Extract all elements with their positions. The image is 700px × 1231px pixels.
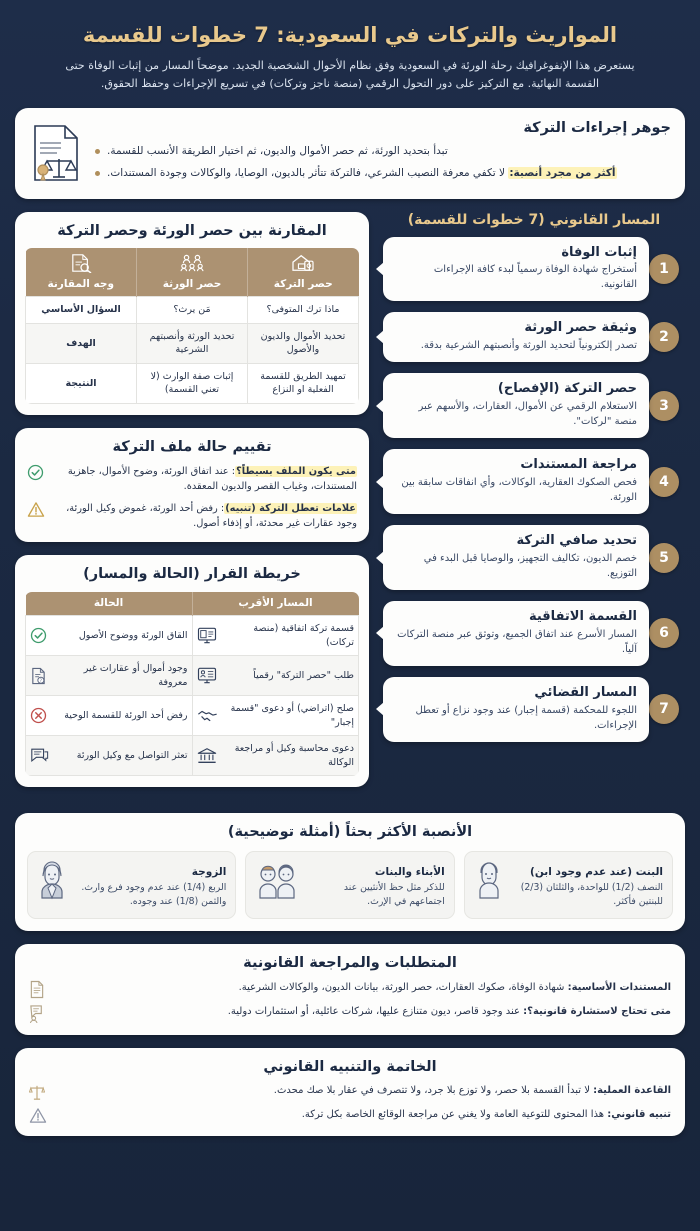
share-description: النصف (1/2) للواحدة، والثلثان (2/3) للبنتين فأكثر. [520, 881, 663, 907]
decision-cell-state [26, 656, 193, 696]
decision-state-text: رفض أحد الورئة للقسمة الوحية [64, 709, 188, 721]
decision-state-text: القاق الورئة ووضوح الأصول [78, 629, 188, 641]
step-item[interactable] [383, 237, 685, 302]
table-row [26, 736, 359, 776]
step-description: فحص الصكوك العقارية، الوكالات، وأي انفاقات سابقة بين الورئة. [401, 477, 637, 504]
tables-column [15, 212, 369, 801]
people-group-icon [140, 253, 244, 276]
comparison-table [25, 248, 359, 403]
conclusion-text [55, 1107, 671, 1123]
decision-cell-state [26, 736, 193, 776]
step-item[interactable] [383, 449, 685, 514]
decision-cell-state [26, 616, 193, 656]
comparison-cell-estate: ماذا ترك المتوفى؟ [248, 297, 359, 323]
step-title: حصر التركة (الإفصاح) [497, 381, 637, 397]
step-title: القسمة الاتفاقية [528, 608, 637, 624]
decision-state-text: تعثر التواصل مع وكيل الورئة [76, 749, 188, 761]
monitor-list-icon [197, 667, 217, 684]
assessment-body: : عند اتفاق الورئة، وضوح الأموال، جاهزية المستندات، وغياب القصر والديون المعقدة. [67, 465, 357, 492]
comparison-col-aspect [26, 248, 137, 297]
comparison-cell-label: الهدف [26, 323, 137, 363]
house-money-icon [251, 253, 356, 276]
decision-map-title: خريطة القرار (الحالة والمسار) [83, 566, 301, 583]
table-header-row [26, 592, 359, 616]
decision-path-text: طلب "حصر التركة" رقمياً [253, 669, 354, 681]
bullet-dot-icon [95, 149, 100, 154]
step-number-badge: 4 [649, 467, 679, 497]
decision-col-path: المسار الأقرب [192, 592, 359, 616]
step-item[interactable] [383, 373, 685, 438]
chat-doc-icon [30, 747, 49, 764]
step-card [383, 601, 649, 666]
woman-icon [37, 860, 67, 900]
assessment-lead: متى يكون الملف بسيطاً؟ [236, 465, 356, 477]
comparison-col-heirs [137, 248, 248, 297]
step-item[interactable] [383, 312, 685, 362]
table-row [26, 323, 359, 363]
children-icon [255, 860, 299, 900]
step-number-badge: 5 [649, 543, 679, 573]
comparison-card [15, 212, 369, 415]
requirements-row [29, 980, 671, 999]
document-search-icon [29, 253, 134, 276]
assessment-row [27, 501, 357, 531]
decision-cell-path [192, 656, 359, 696]
table-row [26, 696, 359, 736]
requirements-body: عند وجود قاصر، ديون متنازع عليها، شركات عائلية، أو استثمارات دولية. [227, 1005, 524, 1017]
table-header-row [26, 248, 359, 297]
requirements-text [54, 1004, 671, 1020]
handshake-icon [197, 708, 218, 724]
share-item-children [245, 851, 454, 919]
comparison-col-estate [248, 248, 359, 297]
step-card [383, 312, 649, 362]
comparison-cell-heirs: تحديد الورثة وأنصبتهم الشرعية [137, 323, 248, 363]
decision-cell-path [192, 616, 359, 656]
shares-card [15, 813, 685, 931]
document-lines-icon [29, 980, 45, 999]
step-title: تحديد صافي التركة [516, 533, 637, 549]
requirements-row [29, 1004, 671, 1023]
step-card [383, 373, 649, 438]
step-description: اللجوء للمحكمة (قسمة إجبار) عند وجود نزاع أو تعطل الإجراءات. [415, 704, 637, 731]
step-title: مراجعة المستندات [520, 457, 637, 473]
comparison-cell-estate: تحديد الأموال والديون والأصول [248, 323, 359, 363]
conclusion-card [15, 1048, 685, 1137]
step-item[interactable] [383, 677, 685, 742]
table-row [26, 363, 359, 403]
check-circle-icon [27, 464, 44, 481]
requirements-body: شهادة الوفاة، صكوك العقارات، حصر الورثة، بيانات الديون، والوكالات الشرعية. [238, 981, 568, 993]
share-title: الأبناء والبنات [374, 865, 445, 878]
step-card [383, 525, 649, 590]
step-description: تصدر إلكترونياً لتحديد الورثة وأنصبتهم الشرعية بدقة. [420, 340, 637, 352]
requirements-title: المتطلبات والمراجعة القانونية [243, 954, 457, 971]
essence-title: جوهر إجراءات التركة [523, 119, 671, 136]
document-scales-icon [29, 119, 83, 187]
comparison-cell-estate: تمهيد الطريق للقسمة الفعلية او النزاع [248, 363, 359, 403]
share-description: للذكر مثل حظ الأنثيين عند اجتماعهم في الإرث. [343, 881, 445, 907]
table-row [26, 656, 359, 696]
table-row [26, 616, 359, 656]
step-title: المسار القضائي [534, 684, 637, 700]
decision-map-card [15, 555, 369, 787]
decision-path-text: قسمة تركة اتفاقية (منصة تركات) [253, 623, 354, 648]
essence-bullet-text [107, 165, 617, 181]
share-title: الزوجة [191, 865, 227, 878]
step-title: وثيقة حصر الورثة [524, 320, 637, 336]
conclusion-body: هذا المحتوى للتوعية العامة ولا يغني عن مراجعة الوقائع الخاصة بكل تركة. [301, 1109, 608, 1121]
shares-title: الأنصبة الأكثر بحثاً (أمثلة توضيحية) [227, 824, 473, 841]
assessment-row [27, 464, 357, 494]
step-number-badge: 1 [649, 254, 679, 284]
decision-col-state: الحالة [26, 592, 193, 616]
conclusion-row [29, 1107, 671, 1124]
consult-icon [29, 1004, 46, 1023]
step-card [383, 449, 649, 514]
comparison-cell-heirs: إثبات صفة الوارث (لا تعني القسمة) [137, 363, 248, 403]
warning-triangle-icon [29, 1107, 47, 1124]
warning-triangle-icon [27, 501, 45, 518]
step-number-badge: 7 [649, 694, 679, 724]
assessment-title: تقييم حالة ملف التركة [112, 438, 272, 455]
doc-question-icon [30, 667, 47, 685]
svg-text:?: ? [39, 678, 43, 684]
steps-heading: المسار القانوني (7 خطوات للقسمة) [407, 211, 661, 228]
assessment-card [15, 428, 369, 543]
requirements-lead: المستندات الأساسية: [567, 981, 671, 993]
decision-cell-path [192, 736, 359, 776]
assessment-text [52, 464, 357, 494]
decision-path-text: صلح (اتراضي) أو دعوى "قسمة إجبار" [230, 703, 354, 728]
requirements-card [15, 944, 685, 1035]
check-circle-icon [30, 627, 47, 644]
conclusion-row [29, 1083, 671, 1102]
step-number-badge: 6 [649, 618, 679, 648]
monitor-doc-icon [197, 627, 217, 644]
step-item[interactable] [383, 601, 685, 666]
essence-bullet [95, 143, 671, 159]
assessment-body: : رفض أحد الورئة، غموض وكيل الورئة، وجود عقارات غير محدئة، أو إذفاء أصول. [66, 502, 357, 530]
conclusion-lead: القاعدة العملية: [593, 1085, 671, 1097]
comparison-title: المقارنة بين حصر الورئة وحصر التركة [57, 222, 327, 239]
x-circle-icon [30, 707, 47, 724]
comparison-cell-label: النتيجة [26, 363, 137, 403]
conclusion-text [53, 1083, 671, 1099]
essence-card [15, 108, 685, 199]
step-title: إثبات الوفاة [561, 244, 637, 260]
comparison-col-aspect-label: وجه المقارنة [47, 278, 115, 291]
share-description: الربع (1/4) عند عدم وجود فرع وارث. والثمن (1/8) عند وجوده. [81, 881, 227, 907]
step-description: المسار الأسرع عند اتفاق الجميع، وتوثق عبر منصة التركات آلياً. [397, 628, 637, 655]
essence-bullet-text: تبدأ بتحديد الورئة، ثم حصر الأموال والديون، ثم اختيار الطريقة الأنسب للقسمة. [107, 145, 448, 158]
essence-bullet-body: لا تكفي معرفة النصيب الشرعي، فالتركة تتأثر بالديون، الوصايا، والوكالات وجودة المستندات. [107, 166, 509, 179]
step-description: أستخراج شهادة الوفاة رسمياً لبدء كافة الإجراءات القانونية. [433, 264, 637, 291]
comparison-cell-heirs: مَن يرث؟ [137, 297, 248, 323]
bullet-dot-icon [95, 171, 100, 176]
girl-icon [474, 860, 504, 900]
conclusion-title: الخاتمة والتنبيه القانوني [263, 1058, 437, 1075]
step-number-badge: 2 [649, 322, 679, 352]
comparison-cell-label: السؤال الأساسي [26, 297, 137, 323]
page-title: المواريث والتركات في السعودية: 7 خطوات للقسمة [82, 23, 618, 47]
steps-column [383, 212, 685, 753]
step-item[interactable] [383, 525, 685, 590]
conclusion-body: لا تبدأ القسمة بلا حصر، ولا توزع بلا جرد، ولا تتصرف في عقار بلا صك محدث. [273, 1085, 594, 1097]
comparison-col-heirs-label: حصر الورثة [162, 278, 222, 291]
requirements-lead: متى تحتاج لاستشارة قانونية؟: [523, 1005, 671, 1017]
decision-cell-path [192, 696, 359, 736]
comparison-col-estate-label: حصر التركة [273, 278, 333, 291]
table-row [26, 297, 359, 323]
step-card [383, 677, 649, 742]
share-title: البنت (عند عدم وجود ابن) [530, 865, 663, 878]
share-item-daughter [464, 851, 673, 919]
assessment-lead: علامات تعطل التركة (تنبيه) [225, 502, 356, 514]
decision-map-table [25, 592, 359, 776]
step-card [383, 237, 649, 302]
requirements-text [53, 980, 671, 996]
main-columns [15, 212, 685, 801]
conclusion-lead: تنبيه قانوني: [607, 1109, 671, 1121]
scales-icon [29, 1083, 45, 1102]
courthouse-icon [197, 747, 217, 765]
share-item-wife [27, 851, 236, 919]
decision-cell-state [26, 696, 193, 736]
step-description: الاستعلام الرقمي عن الأموال، العقارات، والأسهم عبر منصة "لركات". [418, 401, 637, 428]
step-number-badge: 3 [649, 391, 679, 421]
assessment-text [53, 501, 357, 531]
step-description: خصم الديون، تكاليف التجهيز، والوصايا قبل البدء في التوزيع. [423, 552, 637, 579]
essence-bullet-lead: أكثر من مجرد أنصبة: [509, 166, 616, 179]
page-subtitle: يستعرض هذا الإنفوغرافيك رحلة الورئة في السعودية وفق نظام الأحوال الشخصية الجديد. موضحاً المسار من إثبات الوفاة حتى القسمة النهائية. مع التركيز على دور التحول الرقمي (منصة ناجز وتركات) في تسريع الإجراءات وحفظ الحقوق. [65, 59, 635, 91]
decision-state-text: وجود أموال أو عقارات غير معروفة [83, 663, 188, 688]
essence-bullet [95, 165, 671, 181]
decision-path-text: دعوى محاسبة وكيل أو مراجعة الوكالة [234, 743, 354, 768]
